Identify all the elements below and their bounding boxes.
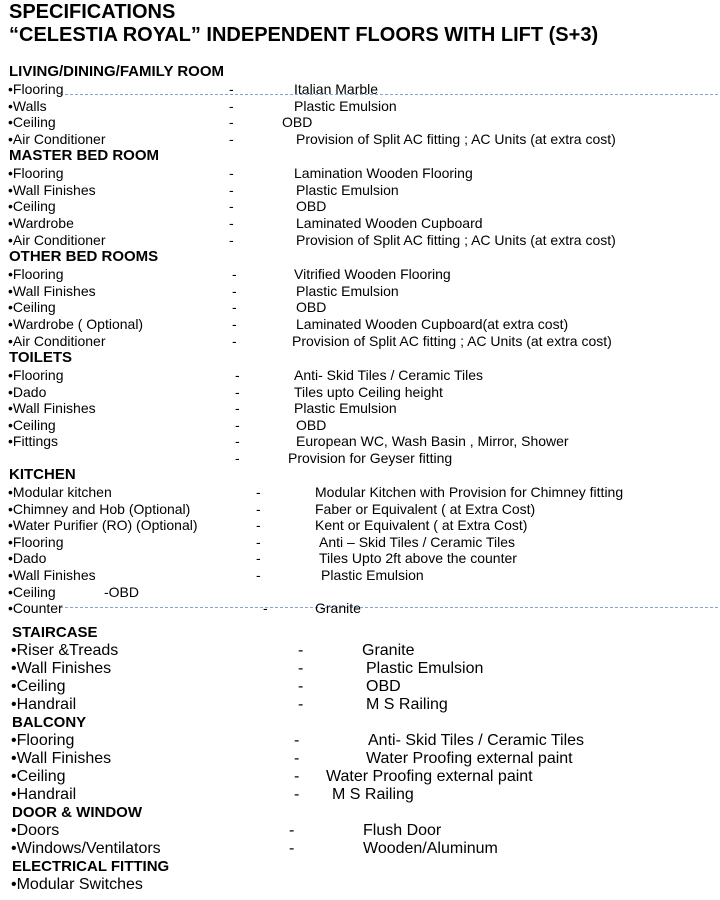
spec-separator: - — [235, 383, 240, 400]
spec-separator: - — [294, 786, 300, 803]
spec-separator: - — [232, 299, 237, 316]
spec-value: Wooden/Aluminum — [363, 840, 498, 857]
spec-label: •Ceiling — [8, 198, 56, 215]
spec-separator: - — [298, 678, 304, 695]
spec-value: Provision of Split AC fitting ; AC Units (at extra cost) — [296, 131, 616, 148]
section-heading: TOILETS — [9, 349, 73, 366]
page-subtitle: “CELESTIA ROYAL” INDEPENDENT FLOORS WITH LIFT (S+3) — [9, 24, 599, 46]
section-heading: ELECTRICAL FITTING — [12, 858, 170, 875]
dashed-line — [60, 607, 718, 608]
spec-label: •Wall Finishes — [11, 750, 112, 767]
spec-label: •Dado — [8, 383, 47, 400]
spec-value: Provision of Split AC fitting ; AC Units (at extra cost) — [292, 332, 612, 349]
spec-value: Plastic Emulsion — [321, 567, 424, 583]
spec-separator: - — [232, 332, 237, 349]
spec-label: •Flooring — [8, 81, 64, 97]
spec-separator: - — [298, 660, 304, 677]
spec-value: Granite — [362, 642, 415, 659]
spec-value: Water Proofing external paint — [366, 750, 573, 767]
spec-label: •Flooring — [8, 367, 64, 383]
spec-label: •Handrail — [11, 786, 77, 803]
spec-value: Lamination Wooden Flooring — [294, 165, 473, 181]
spec-separator: - — [294, 750, 300, 767]
spec-separator: - — [256, 484, 261, 500]
spec-value: Flush Door — [363, 822, 442, 839]
section-heading: DOOR & WINDOW — [12, 804, 142, 821]
spec-label: •Ceiling — [8, 583, 56, 600]
spec-label: •Wardrobe — [8, 215, 74, 232]
spec-label: •Wardrobe ( Optional) — [8, 316, 144, 333]
page-title: SPECIFICATIONS — [9, 1, 176, 23]
spec-separator: - — [294, 732, 300, 749]
spec-label: •Wall Finishes — [8, 282, 96, 299]
section-heading: BALCONY — [12, 714, 87, 731]
spec-separator: - — [289, 822, 295, 839]
spec-separator: - — [256, 550, 261, 567]
spec-value: Faber or Equivalent ( at Extra Cost) — [315, 500, 536, 517]
spec-label: •Doors — [11, 822, 60, 839]
spec-label: •Wall Finishes — [11, 660, 112, 677]
spec-value: Plastic Emulsion — [294, 97, 397, 114]
section-heading: MASTER BED ROOM — [9, 147, 159, 164]
spec-value: M S Railing — [366, 696, 448, 713]
spec-label: •Air Conditioner — [8, 231, 106, 248]
section-heading: STAIRCASE — [12, 624, 98, 641]
spec-separator: - — [229, 215, 234, 232]
spec-value: Tiles upto Ceiling height — [294, 383, 443, 400]
spec-label: •Flooring — [8, 533, 64, 550]
spec-label: •Riser &Treads — [11, 642, 119, 659]
spec-value: Laminated Wooden Cupboard — [296, 215, 483, 232]
spec-value: Laminated Wooden Cupboard(at extra cost) — [296, 316, 569, 333]
spec-value: OBD — [296, 416, 327, 433]
spec-label: •Chimney and Hob (Optional) — [8, 500, 191, 517]
spec-separator: - — [298, 642, 304, 659]
spec-label: •Wall Finishes — [8, 181, 96, 198]
dashed-line — [60, 94, 718, 95]
spec-value: Tiles Upto 2ft above the counter — [319, 550, 517, 567]
spec-separator: - — [298, 696, 304, 713]
spec-separator: - — [229, 114, 234, 131]
spec-value: OBD — [282, 114, 313, 131]
spec-separator: - — [235, 367, 240, 383]
spec-value: OBD — [296, 299, 327, 316]
spec-separator: - — [229, 97, 234, 114]
section-heading: LIVING/DINING/FAMILY ROOM — [9, 63, 225, 80]
spec-label: •Modular kitchen — [8, 484, 112, 500]
spec-label: •Flooring — [8, 266, 64, 282]
spec-separator: - — [289, 840, 295, 857]
spec-label: •Ceiling — [8, 416, 56, 433]
spec-label: •Dado — [8, 550, 47, 567]
spec-label: •Ceiling — [8, 114, 56, 131]
spec-label: •Windows/Ventilators — [11, 840, 161, 857]
spec-separator: - — [235, 400, 240, 417]
spec-label: •Air Conditioner — [8, 332, 106, 349]
spec-value: Italian Marble — [294, 81, 379, 97]
spec-separator: - — [229, 231, 234, 248]
spec-separator: - — [232, 266, 237, 282]
spec-separator: - — [263, 600, 268, 617]
spec-value: OBD — [296, 198, 327, 215]
spec-value: Kent or Equivalent ( at Extra Cost) — [315, 517, 528, 534]
spec-separator: - — [256, 500, 261, 517]
spec-value: Provision of Split AC fitting ; AC Units (at extra cost) — [296, 231, 616, 248]
spec-label: •Ceiling — [11, 768, 66, 785]
spec-label: •Handrail — [11, 696, 77, 713]
spec-label: •Air Conditioner — [8, 131, 106, 148]
spec-value: Plastic Emulsion — [366, 660, 484, 677]
spec-separator: - — [235, 450, 240, 466]
spec-label: •Walls — [8, 97, 47, 114]
spec-separator: - — [256, 533, 261, 550]
spec-label: •Ceiling — [11, 678, 66, 695]
spec-label: •Ceiling — [8, 299, 56, 316]
spec-value: European WC, Wash Basin , Mirror, Shower — [296, 433, 569, 450]
spec-value: Anti – Skid Tiles / Ceramic Tiles — [319, 533, 516, 550]
spec-label: •Flooring — [8, 165, 64, 181]
spec-value: Anti- Skid Tiles / Ceramic Tiles — [368, 732, 585, 749]
spec-label: •Wall Finishes — [8, 567, 96, 583]
spec-separator: - — [229, 165, 234, 181]
spec-value: Granite — [315, 600, 361, 617]
spec-label: •Wall Finishes — [8, 400, 96, 417]
spec-value: M S Railing — [332, 786, 414, 803]
spec-separator: - — [294, 768, 300, 785]
spec-separator: - — [232, 316, 237, 333]
spec-value: Anti- Skid Tiles / Ceramic Tiles — [294, 367, 484, 383]
spec-separator: - — [235, 416, 240, 433]
spec-separator: - — [256, 517, 261, 534]
spec-separator: - — [235, 433, 240, 450]
spec-value: Plastic Emulsion — [296, 181, 399, 198]
spec-label: •Flooring — [11, 732, 75, 749]
spec-separator: - — [229, 131, 234, 148]
spec-value: Plastic Emulsion — [296, 282, 399, 299]
section-heading: OTHER BED ROOMS — [9, 248, 159, 265]
spec-value: Modular Kitchen with Provision for Chimney fitting — [315, 484, 624, 500]
spec-value: Vitrified Wooden Flooring — [294, 266, 451, 282]
spec-value: OBD — [366, 678, 401, 695]
spec-separator: - — [229, 198, 234, 215]
spec-label: •Modular Switches — [11, 876, 143, 893]
spec-label: •Counter — [8, 600, 63, 617]
spec-separator: - — [256, 567, 261, 583]
spec-label: •Fittings — [8, 433, 59, 450]
spec-label: •Water Purifier (RO) (Optional) — [8, 517, 198, 534]
spec-separator: - — [232, 282, 237, 299]
spec-value: Provision for Geyser fitting — [288, 450, 453, 466]
spec-separator: - — [229, 81, 234, 97]
spec-separator: - — [229, 181, 234, 198]
section-heading: KITCHEN — [9, 466, 76, 483]
spec-value: Plastic Emulsion — [294, 400, 397, 417]
spec-value: Water Proofing external paint — [326, 768, 533, 785]
spec-value: -OBD — [104, 583, 139, 600]
